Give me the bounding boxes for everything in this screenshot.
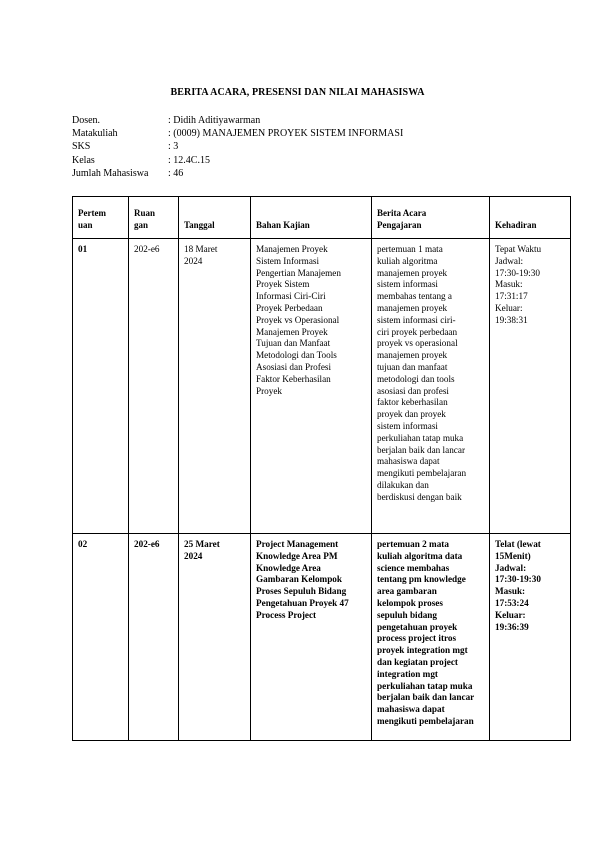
info-value: : 3 bbox=[168, 141, 179, 153]
info-row-kelas bbox=[72, 154, 403, 167]
header-tanggal: Tanggal bbox=[179, 197, 251, 239]
cell-kehadiran: Telat (lewat 15Menit) Jadwal: 17:30-19:30 Masuk: 17:53:24 Keluar: 19:36:39 bbox=[490, 534, 571, 741]
cell-berita-acara: pertemuan 1 mata kuliah algoritma manajemen proyek sistem informasi membahas tentang a manajemen proyek sistem informasi ciri- ciri proyek perbedaan proyek vs operasional manajemen proyek tujuan dan manfaat metodologi dan tools asosiasi dan profesi faktor keberhasilan proyek dan proyek sistem informasi perkuliahan tatap muka berjalan baik dan lancar mahasiswa dapat mengikuti pembelajaran dilakukan dan berdiskusi dengan baik bbox=[372, 239, 490, 534]
cell-berita-acara: pertemuan 2 mata kuliah algoritma data science membahas tentang pm knowledge area gambaran kelompok proses sepuluh bidang pengetahuan proyek process project itros proyek integration mgt dan kegiatan project integration mgt perkuliahan tatap muka berjalan baik dan lancar mahasiswa dapat mengikuti pembelajaran bbox=[372, 534, 490, 741]
cell-tanggal: 25 Maret 2024 bbox=[179, 534, 251, 741]
cell-bahan-kajian: Manajemen Proyek Sistem Informasi Pengertian Manajemen Proyek Sistem Informasi Ciri-Ciri Proyek Perbedaan Proyek vs Operasional Manajemen Proyek Tujuan dan Manfaat Metodologi dan Tools Asosiasi dan Profesi Faktor Keberhasilan Proyek bbox=[251, 239, 372, 534]
info-row-sks bbox=[72, 140, 403, 153]
cell-ruangan: 202-e6 bbox=[129, 534, 179, 741]
header-berita-acara: Berita Acara Pengajaran bbox=[372, 197, 490, 239]
attendance-table bbox=[72, 196, 571, 741]
header-kehadiran: Kehadiran bbox=[490, 197, 571, 239]
info-label: Dosen. bbox=[72, 115, 101, 126]
header-ruangan: Ruan gan bbox=[129, 197, 179, 239]
cell-pertemuan: 01 bbox=[73, 239, 129, 534]
cell-ruangan: 202-e6 bbox=[129, 239, 179, 534]
info-row-matakuliah bbox=[72, 127, 403, 140]
info-label: Matakuliah bbox=[72, 128, 118, 140]
info-value: : 12.4C.15 bbox=[168, 154, 210, 166]
info-label: SKS bbox=[72, 141, 91, 153]
info-row-jumlah bbox=[72, 167, 403, 180]
table-row bbox=[73, 239, 571, 534]
info-label: Kelas bbox=[72, 154, 95, 166]
cell-bahan-kajian: Project Management Knowledge Area PM Knowledge Area Gambaran Kelompok Proses Sepuluh Bidang Pengetahuan Proyek 47 Process Project bbox=[251, 534, 372, 741]
cell-pertemuan: 02 bbox=[73, 534, 129, 741]
header-bahan-kajian: Bahan Kajian bbox=[251, 197, 372, 239]
header-pertemuan: Pertem uan bbox=[73, 197, 129, 239]
cell-kehadiran: Tepat Waktu Jadwal: 17:30-19:30 Masuk: 17:31:17 Keluar: 19:38:31 bbox=[490, 239, 571, 534]
info-value: : (0009) MANAJEMEN PROYEK SISTEM INFORMASI bbox=[168, 128, 404, 140]
cell-tanggal: 18 Maret 2024 bbox=[179, 239, 251, 534]
table-header-row bbox=[73, 197, 571, 239]
page-title: BERITA ACARA, PRESENSI DAN NILAI MAHASISWA bbox=[170, 87, 425, 98]
course-info bbox=[72, 114, 403, 180]
table-row bbox=[73, 534, 571, 741]
info-row-dosen bbox=[72, 114, 403, 127]
info-value: : 46 bbox=[168, 167, 184, 179]
info-label: Jumlah Mahasiswa bbox=[72, 167, 149, 179]
info-value: : Didih Aditiyawarman bbox=[168, 115, 261, 126]
